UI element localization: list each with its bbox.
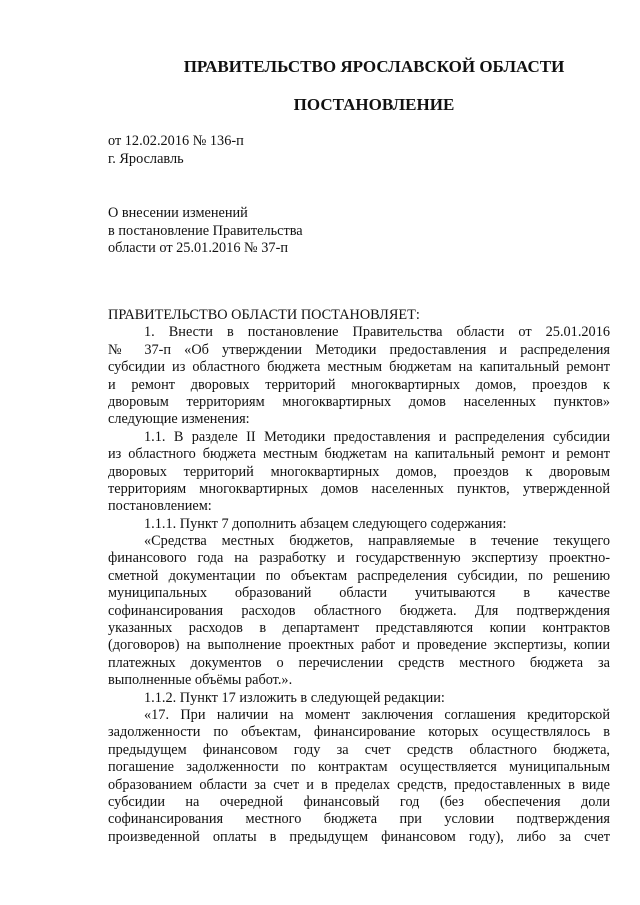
body-line: образованием области за счет и в пределах средств, предоставленных в виде: [108, 776, 610, 793]
body-line: и ремонт дворовых территорий многоквартирных домов, проездов к: [108, 376, 610, 393]
body-line: субсидии из областного бюджета местным бюджетам на капитальный ремонт: [108, 359, 610, 376]
document-body: [108, 307, 610, 846]
body-line: ПРАВИТЕЛЬСТВО ОБЛАСТИ ПОСТАНОВЛЯЕТ:: [108, 307, 420, 323]
body-line: территориям многоквартирных домов населенных пунктов, утвержденной: [108, 480, 610, 497]
body-line: (договоров) на выполнение проектных работ и проведение экспертизы, копии: [108, 637, 610, 654]
body-line: предыдущем финансовом году за счет средств областного бюджета,: [108, 741, 610, 758]
city: г. Ярославль: [108, 150, 184, 167]
body-line: субсидии на очередной финансовый год (без обеспечения доли: [108, 793, 610, 810]
body-line: финансового года на разработку и государственную экспертизу проектно-: [108, 550, 610, 567]
body-line: выполненные объёмы работ.».: [108, 672, 293, 689]
body-line: указанных расходов в департамент представляются копии контрактов: [108, 620, 610, 637]
document-meta: [108, 133, 244, 168]
body-line: платежных документов о перечислении средств местного бюджета за: [108, 654, 610, 671]
body-line: 1.1.2. Пункт 17 изложить в следующей редакции:: [144, 689, 445, 706]
body-line: 1.1.1. Пункт 7 дополнить абзацем следующего содержания:: [144, 515, 507, 532]
document-type: ПОСТАНОВЛЕНИЕ: [293, 95, 455, 114]
subject-line: О внесении изменений: [108, 205, 248, 221]
body-line: следующие изменения:: [108, 411, 250, 428]
subject-line: в постановление Правительства: [108, 222, 303, 239]
body-line: дворовых территорий многоквартирных домов, проездов к дворовым: [108, 463, 610, 480]
body-line: софинансирования расходов областного бюджета. Для подтверждения: [108, 602, 610, 619]
date-number: от 12.02.2016 № 136-п: [108, 133, 244, 149]
body-line: задолженности по объектам, финансирование которых осуществлялось в: [108, 724, 610, 741]
government-title: ПРАВИТЕЛЬСТВО ЯРОСЛАВСКОЙ ОБЛАСТИ: [183, 57, 565, 76]
body-line: «17. При наличии на момент заключения соглашения кредиторской: [144, 706, 610, 723]
body-line: дворовым территориям многоквартирных домов населенных пунктов»: [108, 393, 610, 410]
body-line: сметной документации по объектам распределения субсидии, по решению: [108, 567, 610, 584]
body-line: софинансирования местного бюджета при условии подтверждения: [108, 811, 610, 828]
body-line: 1. Внести в постановление Правительства области от 25.01.2016: [144, 324, 610, 341]
document-subject: [108, 205, 303, 258]
body-line: погашение задолженности по контрактам осуществляется муниципальным: [108, 759, 610, 776]
body-line: постановлением:: [108, 498, 212, 515]
body-line: муниципальных образований области учитываются в качестве: [108, 585, 610, 602]
body-line: № 37-п «Об утверждении Методики предоставления и распределения: [108, 341, 610, 358]
body-line: из областного бюджета местным бюджетам на капитальный ремонт и ремонт: [108, 446, 610, 463]
body-line: 1.1. В разделе II Методики предоставления и распределения субсидии: [144, 428, 610, 445]
body-line: «Средства местных бюджетов, направляемые в течение текущего: [144, 533, 610, 550]
body-line: произведенной оплаты в предыдущем финансовом году), либо за счет: [108, 828, 610, 845]
subject-line: области от 25.01.2016 № 37-п: [108, 240, 288, 256]
